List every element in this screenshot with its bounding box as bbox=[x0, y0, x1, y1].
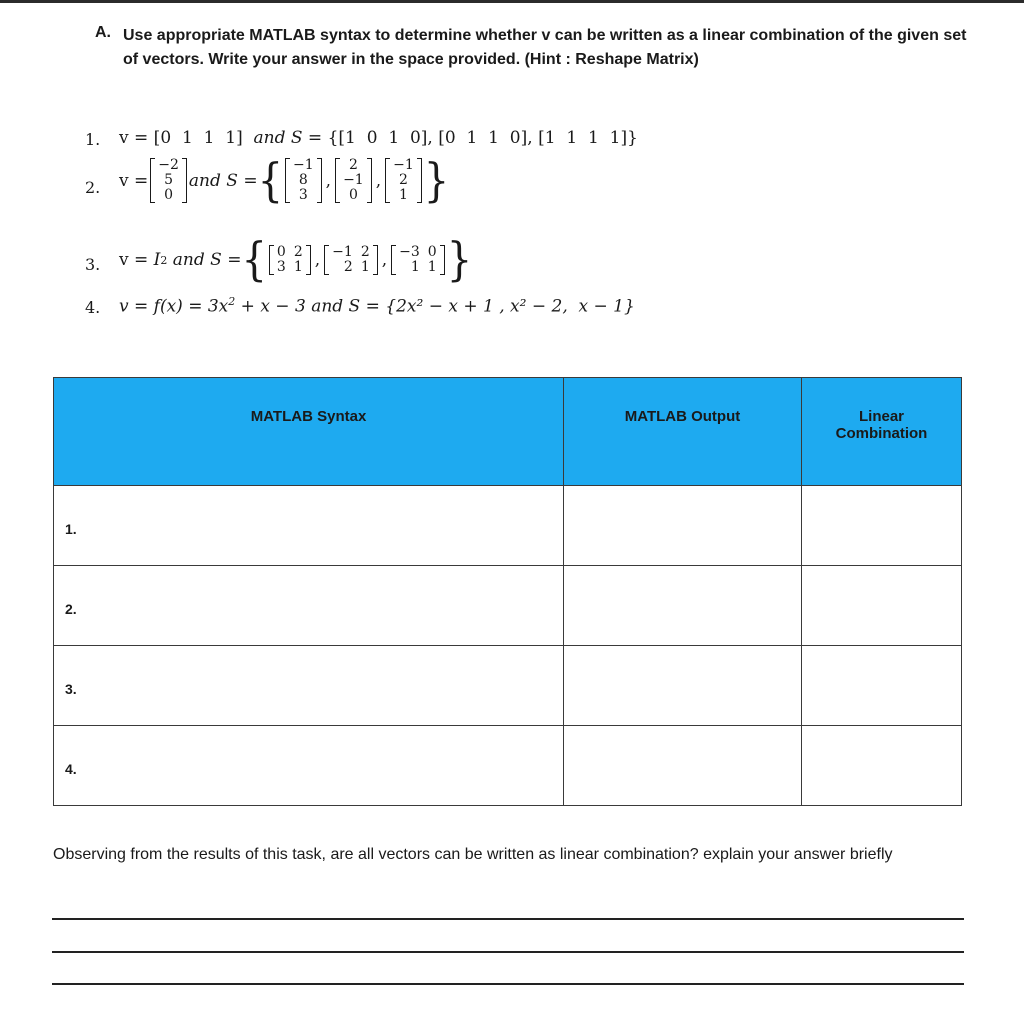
header-matlab-syntax: MATLAB Syntax bbox=[54, 378, 564, 486]
section-label: A. bbox=[95, 24, 111, 41]
table-row bbox=[54, 566, 962, 646]
problem-4: $v = f(x) = 3x^2 + x - 3$ and S = {2x² − x + 1 , x² − 2, x − 1} bbox=[119, 295, 635, 317]
problem-3: v = I 2 and S = { 0 2 3 1 , −1 2 2 1 , −3 0 1 1 } bbox=[119, 233, 473, 287]
reflection-question: Observing from the results of this task, are all vectors can be written as linear combination? explain your answer briefly bbox=[53, 846, 893, 863]
vector-v: −2 5 0 bbox=[150, 158, 187, 203]
v-equals: v = bbox=[119, 128, 149, 148]
row-number: 1. bbox=[65, 521, 77, 537]
syntax-cell[interactable] bbox=[54, 566, 564, 646]
problem-number: 3. bbox=[85, 255, 101, 274]
combination-cell[interactable] bbox=[802, 646, 962, 726]
problem-1: v = [ 0 1 1 1 ] and S = {[ 1 0 1 0 ], [ 0 1 1 0 ], [ 1 1 1 1 ]} bbox=[119, 128, 638, 148]
problem-number: 1. bbox=[85, 130, 101, 149]
problem-number: 2. bbox=[85, 178, 101, 197]
answer-line[interactable] bbox=[52, 918, 964, 920]
top-rule bbox=[0, 0, 1024, 3]
problem-2: v = −2 5 0 and S = { −1 8 3 , 2 −1 0 , −1 2 1 } bbox=[119, 154, 450, 207]
row-number: 4. bbox=[65, 761, 77, 777]
answer-table bbox=[53, 377, 962, 806]
header-linear-combination: Linear Combination bbox=[802, 378, 962, 486]
table-row bbox=[54, 486, 962, 566]
instruction-text: Use appropriate MATLAB syntax to determine whether v can be written as a linear combination of the given set of vectors. Write your answer in the space provided. (Hint : Reshape Matrix) bbox=[123, 27, 967, 68]
output-cell[interactable] bbox=[564, 566, 802, 646]
combination-cell[interactable] bbox=[802, 486, 962, 566]
output-cell[interactable] bbox=[564, 646, 802, 726]
syntax-cell[interactable] bbox=[54, 646, 564, 726]
combination-cell[interactable] bbox=[802, 726, 962, 806]
answer-line[interactable] bbox=[52, 951, 964, 953]
syntax-cell[interactable] bbox=[54, 486, 564, 566]
table-row bbox=[54, 646, 962, 726]
header-matlab-output: MATLAB Output bbox=[564, 378, 802, 486]
syntax-cell[interactable] bbox=[54, 726, 564, 806]
row-number: 3. bbox=[65, 681, 77, 697]
row-number: 2. bbox=[65, 601, 77, 617]
table-header-row bbox=[54, 378, 962, 486]
answer-line[interactable] bbox=[52, 983, 964, 985]
problem-number: 4. bbox=[85, 298, 101, 317]
output-cell[interactable] bbox=[564, 726, 802, 806]
output-cell[interactable] bbox=[564, 486, 802, 566]
table-row bbox=[54, 726, 962, 806]
combination-cell[interactable] bbox=[802, 566, 962, 646]
